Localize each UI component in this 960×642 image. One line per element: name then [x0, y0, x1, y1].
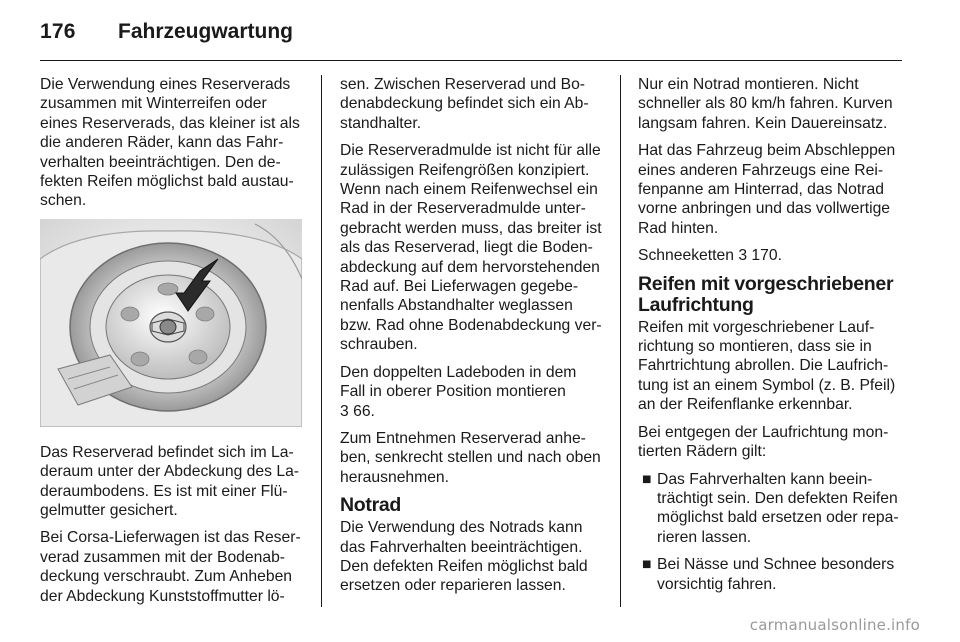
square-bullet-icon: ■ — [642, 556, 652, 574]
paragraph: sen. Zwischen Reserverad und Bo-denabdeckung befindet sich ein Ab-standhalter. — [340, 76, 589, 132]
header-rule — [40, 60, 902, 61]
chapter-title: Fahrzeugwartung — [118, 20, 294, 43]
paragraph-text: Schneeketten — [638, 247, 734, 265]
column-divider-1 — [321, 75, 322, 607]
column-1 — [40, 75, 302, 614]
spare-wheel-illustration — [40, 219, 302, 427]
paragraph-text: Den doppelten Ladeboden in dem Fall in oberer Position montieren — [340, 363, 577, 401]
paragraph — [340, 363, 604, 421]
paragraph — [638, 246, 910, 265]
paragraph: Bei Corsa-Lieferwagen ist das Reser-verad zusammen mit der Bodenab-deckung verschraubt. Zum Anheben der Abdeckung Kunststoffmutter lö- — [40, 529, 301, 605]
paragraph: Zum Entnehmen Reserverad anhe-ben, senkrecht stellen und nach oben herausnehmen. — [340, 429, 601, 486]
paragraph: Hat das Fahrzeug beim Abschleppen eines anderen Fahrzeugs eine Rei-fenpanne am Hinterrad, das Notrad vorne anbringen und das vollwertige Rad hinten. — [638, 142, 896, 237]
paragraph: Das Reserverad befindet sich im La-deraum unter der Abdeckung des La-deraumbodens. Es ist mit einer Flü-gelmutter gesichert. — [40, 443, 300, 520]
page-reference[interactable]: 170. — [751, 247, 782, 265]
paragraph: Nur ein Notrad montieren. Nicht schneller als 80 km/h fahren. Kurven langsam fahren. Kein Dauereinsatz. — [638, 76, 893, 132]
paragraph: Bei entgegen der Laufrichtung mon-tierten Rädern gilt: — [638, 423, 889, 461]
list-item-text: Bei Nässe und Schnee besonders vorsichtig fahren. — [657, 556, 895, 593]
section-heading: Notrad — [340, 494, 402, 517]
paragraph: Reifen mit vorgeschriebener Lauf-richtung so montieren, dass sie in Fahrtrichtung abrollen. Die Laufrich-tung ist an einem Symbol (z. B. Pfeil) an der Reifenflanke erkennbar. — [638, 318, 896, 414]
paragraph: Die Verwendung eines Reserverads zusammen mit Winterreifen oder eines Reserverads, das kleiner ist als die anderen Räder, kann das Fahr-verhalten beeinträchtigen. Den de-fekten Reifen möglichst bald austau-schen. — [40, 76, 300, 210]
bullet-list — [638, 470, 910, 594]
page-reference[interactable]: 66. — [353, 402, 375, 420]
column-divider-2 — [620, 75, 621, 607]
watermark: carmanualsonline.info — [749, 616, 920, 634]
list-item — [638, 555, 910, 594]
page-reference-icon: 3 — [738, 247, 748, 265]
paragraph: Die Reserveradmulde ist nicht für alle zulässigen Reifengrößen konzipiert. Wenn nach einem Reifenwechsel ein Rad in der Reserveradmulde unter-gebracht werden muss, das breiter ist als das Reserverad, liegt die Boden-abdeckung auf dem hervorstehenden Rad auf. Bei Lieferwagen gegebe-nenfalls Abstandhalter weglassen bzw. Rad ohne Bodenabdeckung ver-schrauben. — [340, 142, 602, 354]
square-bullet-icon: ■ — [642, 470, 652, 488]
column-3 — [638, 75, 910, 602]
page-number: 176 — [40, 20, 76, 43]
paragraph: Die Verwendung des Notrads kann das Fahrverhalten beeinträchtigen. Den defekten Reifen möglichst bald ersetzen oder reparieren lassen. — [340, 519, 588, 595]
section-heading: Reifen mit vorgeschriebener Laufrichtung — [638, 272, 894, 316]
column-2 — [340, 75, 604, 604]
page-reference-icon: 3 — [340, 402, 349, 420]
list-item-text: Das Fahrverhalten kann beein-trächtigt sein. Den defekten Reifen möglichst bald ersetzen oder repa-rieren lassen. — [657, 470, 899, 546]
list-item — [638, 470, 910, 548]
